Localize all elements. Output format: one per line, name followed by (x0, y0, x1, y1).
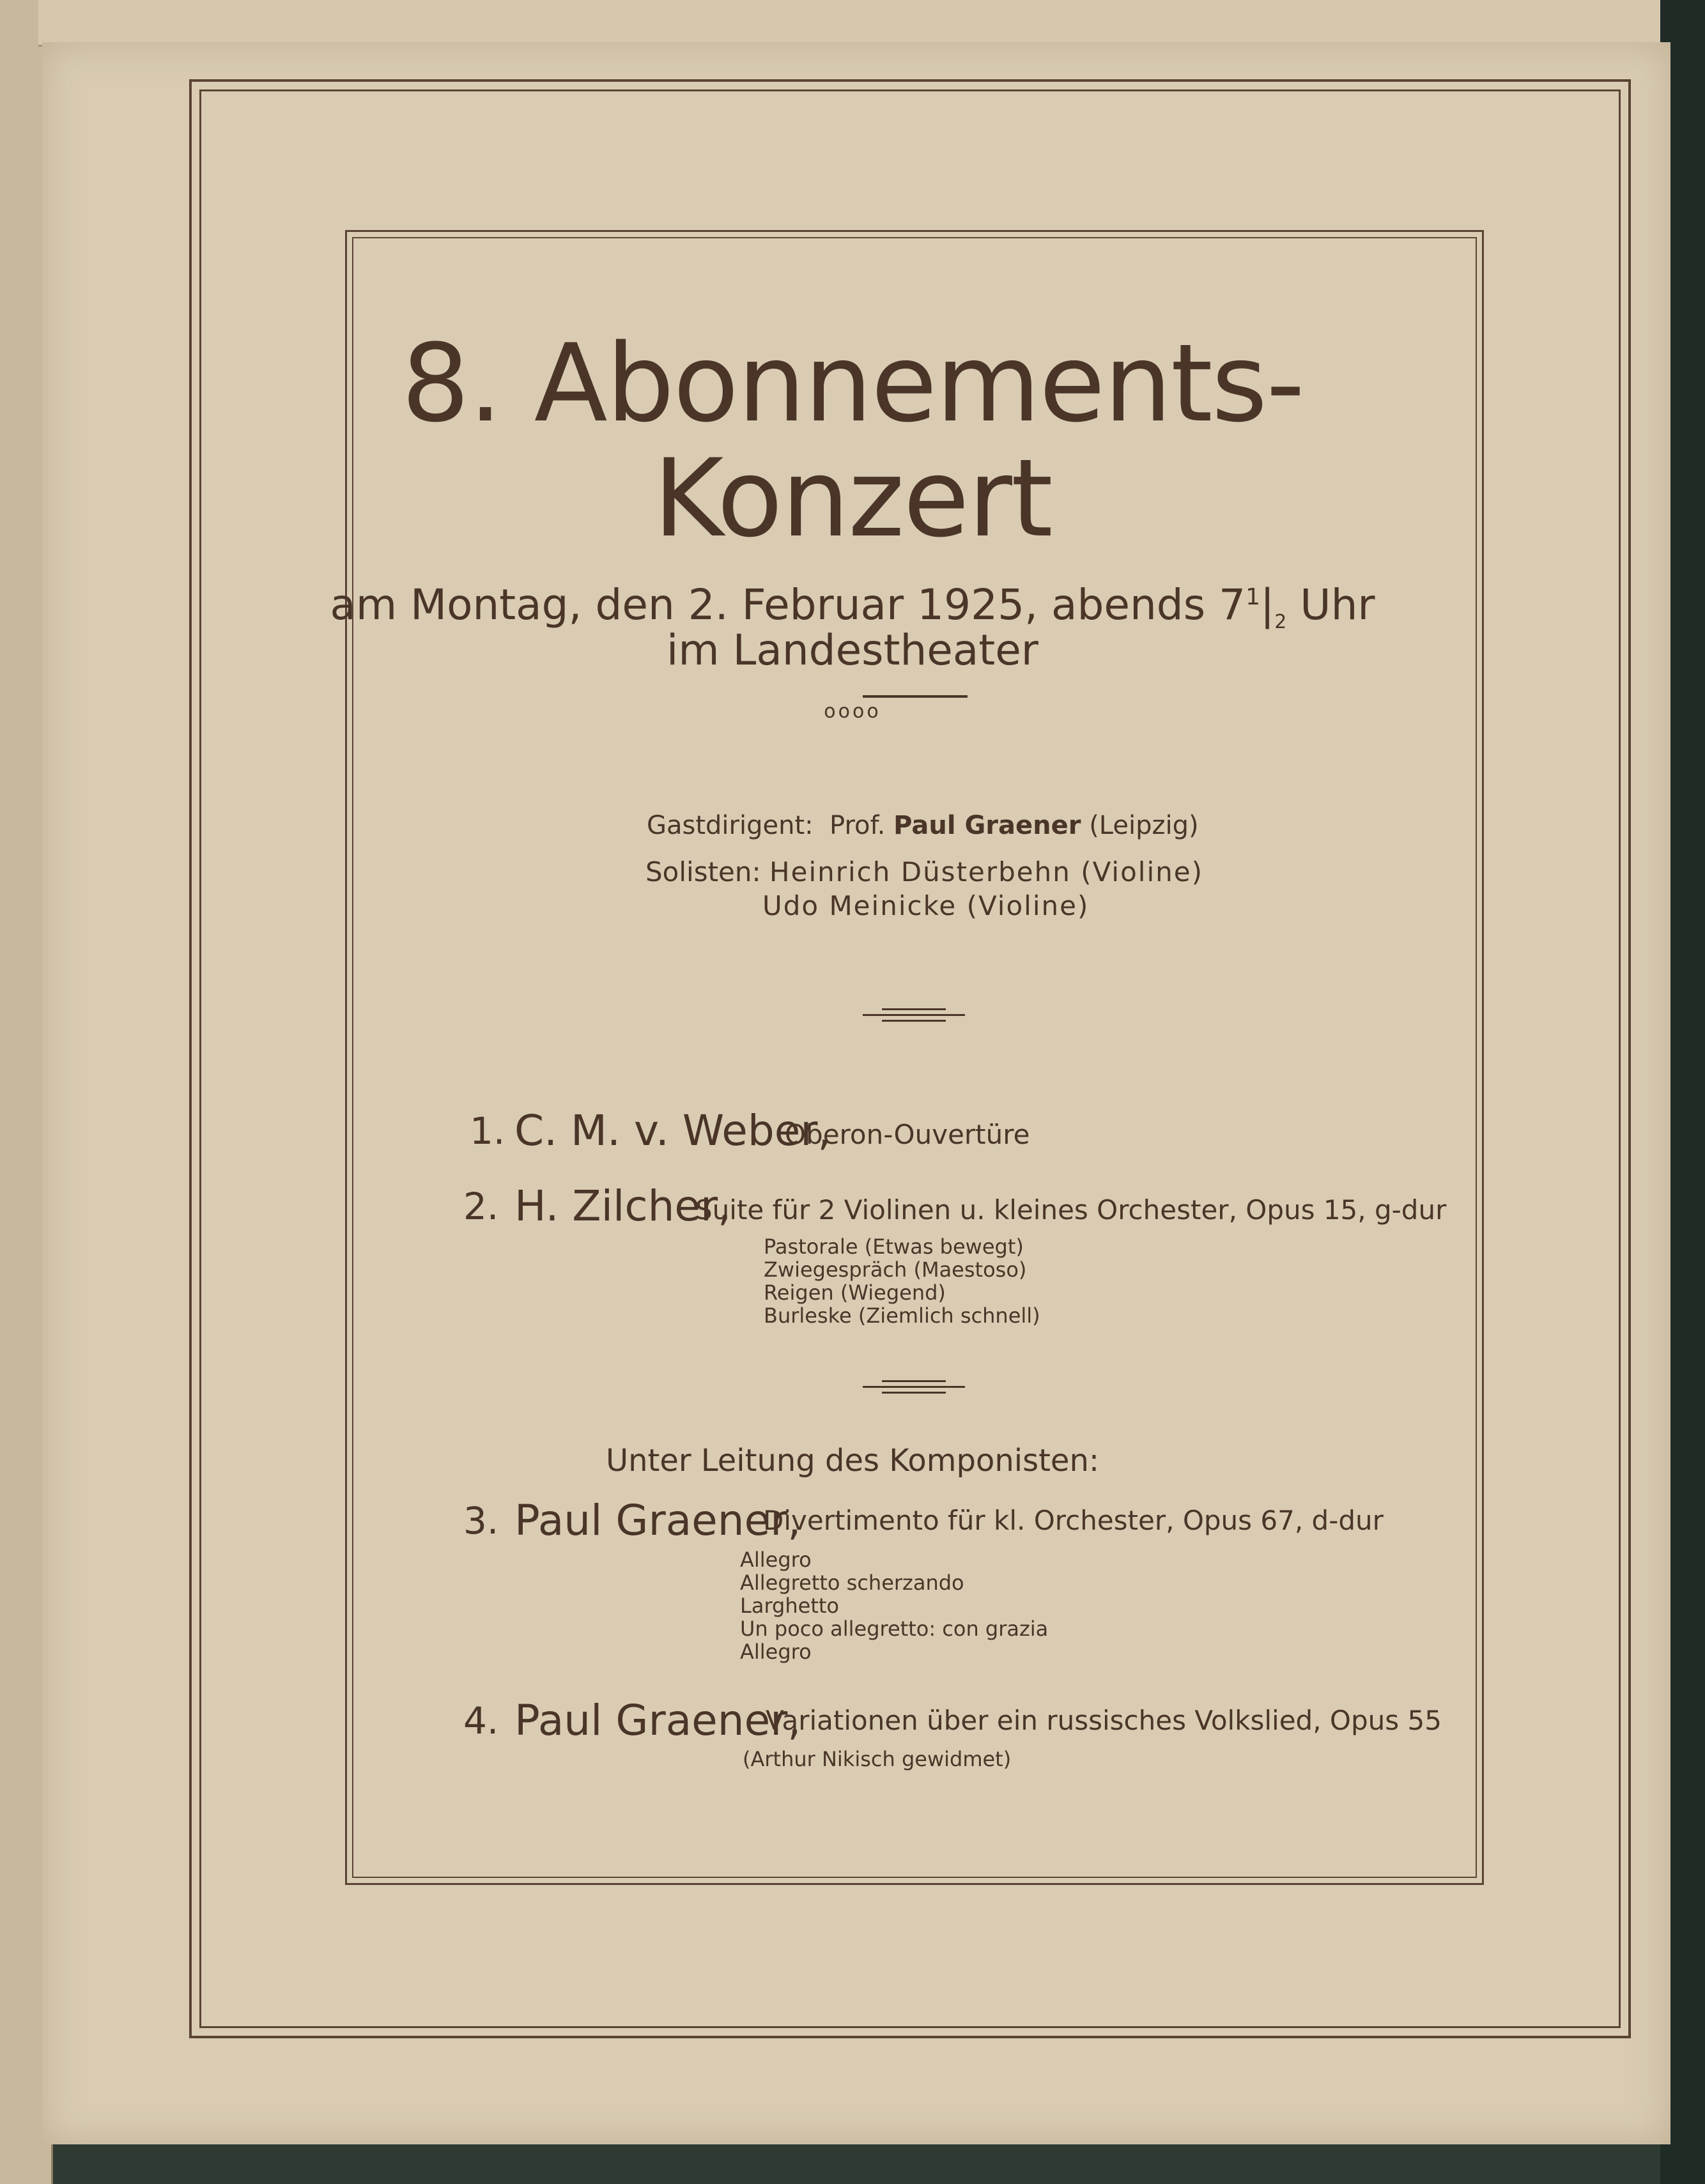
guest-conductor: Gastdirigent: Prof. Paul Graener (Leipzig) (647, 811, 1199, 840)
movement: Burleske (Ziemlich schnell) (764, 1303, 1040, 1328)
divider-rule (863, 695, 968, 698)
movement: Larghetto (740, 1594, 839, 1618)
event-date: am Montag, den 2. Februar 1925, abends $7^1|_2$ Uhr (330, 580, 1375, 634)
ornament-dots: oooo (824, 700, 881, 723)
program-composer: C. M. v. Weber, (514, 1106, 831, 1155)
program-work: Oberon-Ouvertüre (785, 1119, 1030, 1150)
program-composer: Paul Graener, (514, 1696, 801, 1745)
dedication: (Arthur Nikisch gewidmet) (743, 1747, 1012, 1771)
title-line-1: 8. Abonnements- (401, 321, 1304, 446)
ornament-divider (863, 1380, 965, 1397)
soloist-line-1: Solisten: Heinrich Düsterbehn (Violine) (645, 856, 1203, 888)
movement: Allegro (740, 1640, 812, 1664)
movement: Allegretto scherzando (740, 1571, 964, 1595)
ornament-divider (863, 1008, 965, 1026)
movement: Pastorale (Etwas bewegt) (764, 1234, 1024, 1259)
program-work: Divertimento für kl. Orchester, Opus 67, d-dur (763, 1505, 1384, 1536)
movement: Reigen (Wiegend) (764, 1280, 946, 1305)
program-number: 4. (463, 1699, 499, 1742)
soloist-line-2: Udo Meinicke (Violine) (762, 890, 1090, 921)
movement: Zwiegespräch (Maestoso) (764, 1257, 1027, 1282)
program-number: 3. (463, 1499, 499, 1542)
title-line-2: Konzert (653, 436, 1052, 561)
program-number: 2. (463, 1185, 499, 1228)
program-composer: Paul Graener, (514, 1496, 801, 1545)
program-work: Variationen über ein russisches Volkslied, Opus 55 (766, 1705, 1442, 1736)
program-number: 1. (470, 1109, 505, 1153)
movement: Allegro (740, 1548, 812, 1572)
program-composer: H. Zilcher, (514, 1181, 732, 1231)
program-work: Suite für 2 Violinen u. kleines Orchester, Opus 15, g-dur (695, 1194, 1447, 1226)
movement: Un poco allegretto: con grazia (740, 1617, 1049, 1641)
binding-strip (38, 0, 1674, 47)
event-venue: im Landestheater (667, 626, 1038, 675)
section-heading: Unter Leitung des Komponisten: (605, 1443, 1100, 1479)
